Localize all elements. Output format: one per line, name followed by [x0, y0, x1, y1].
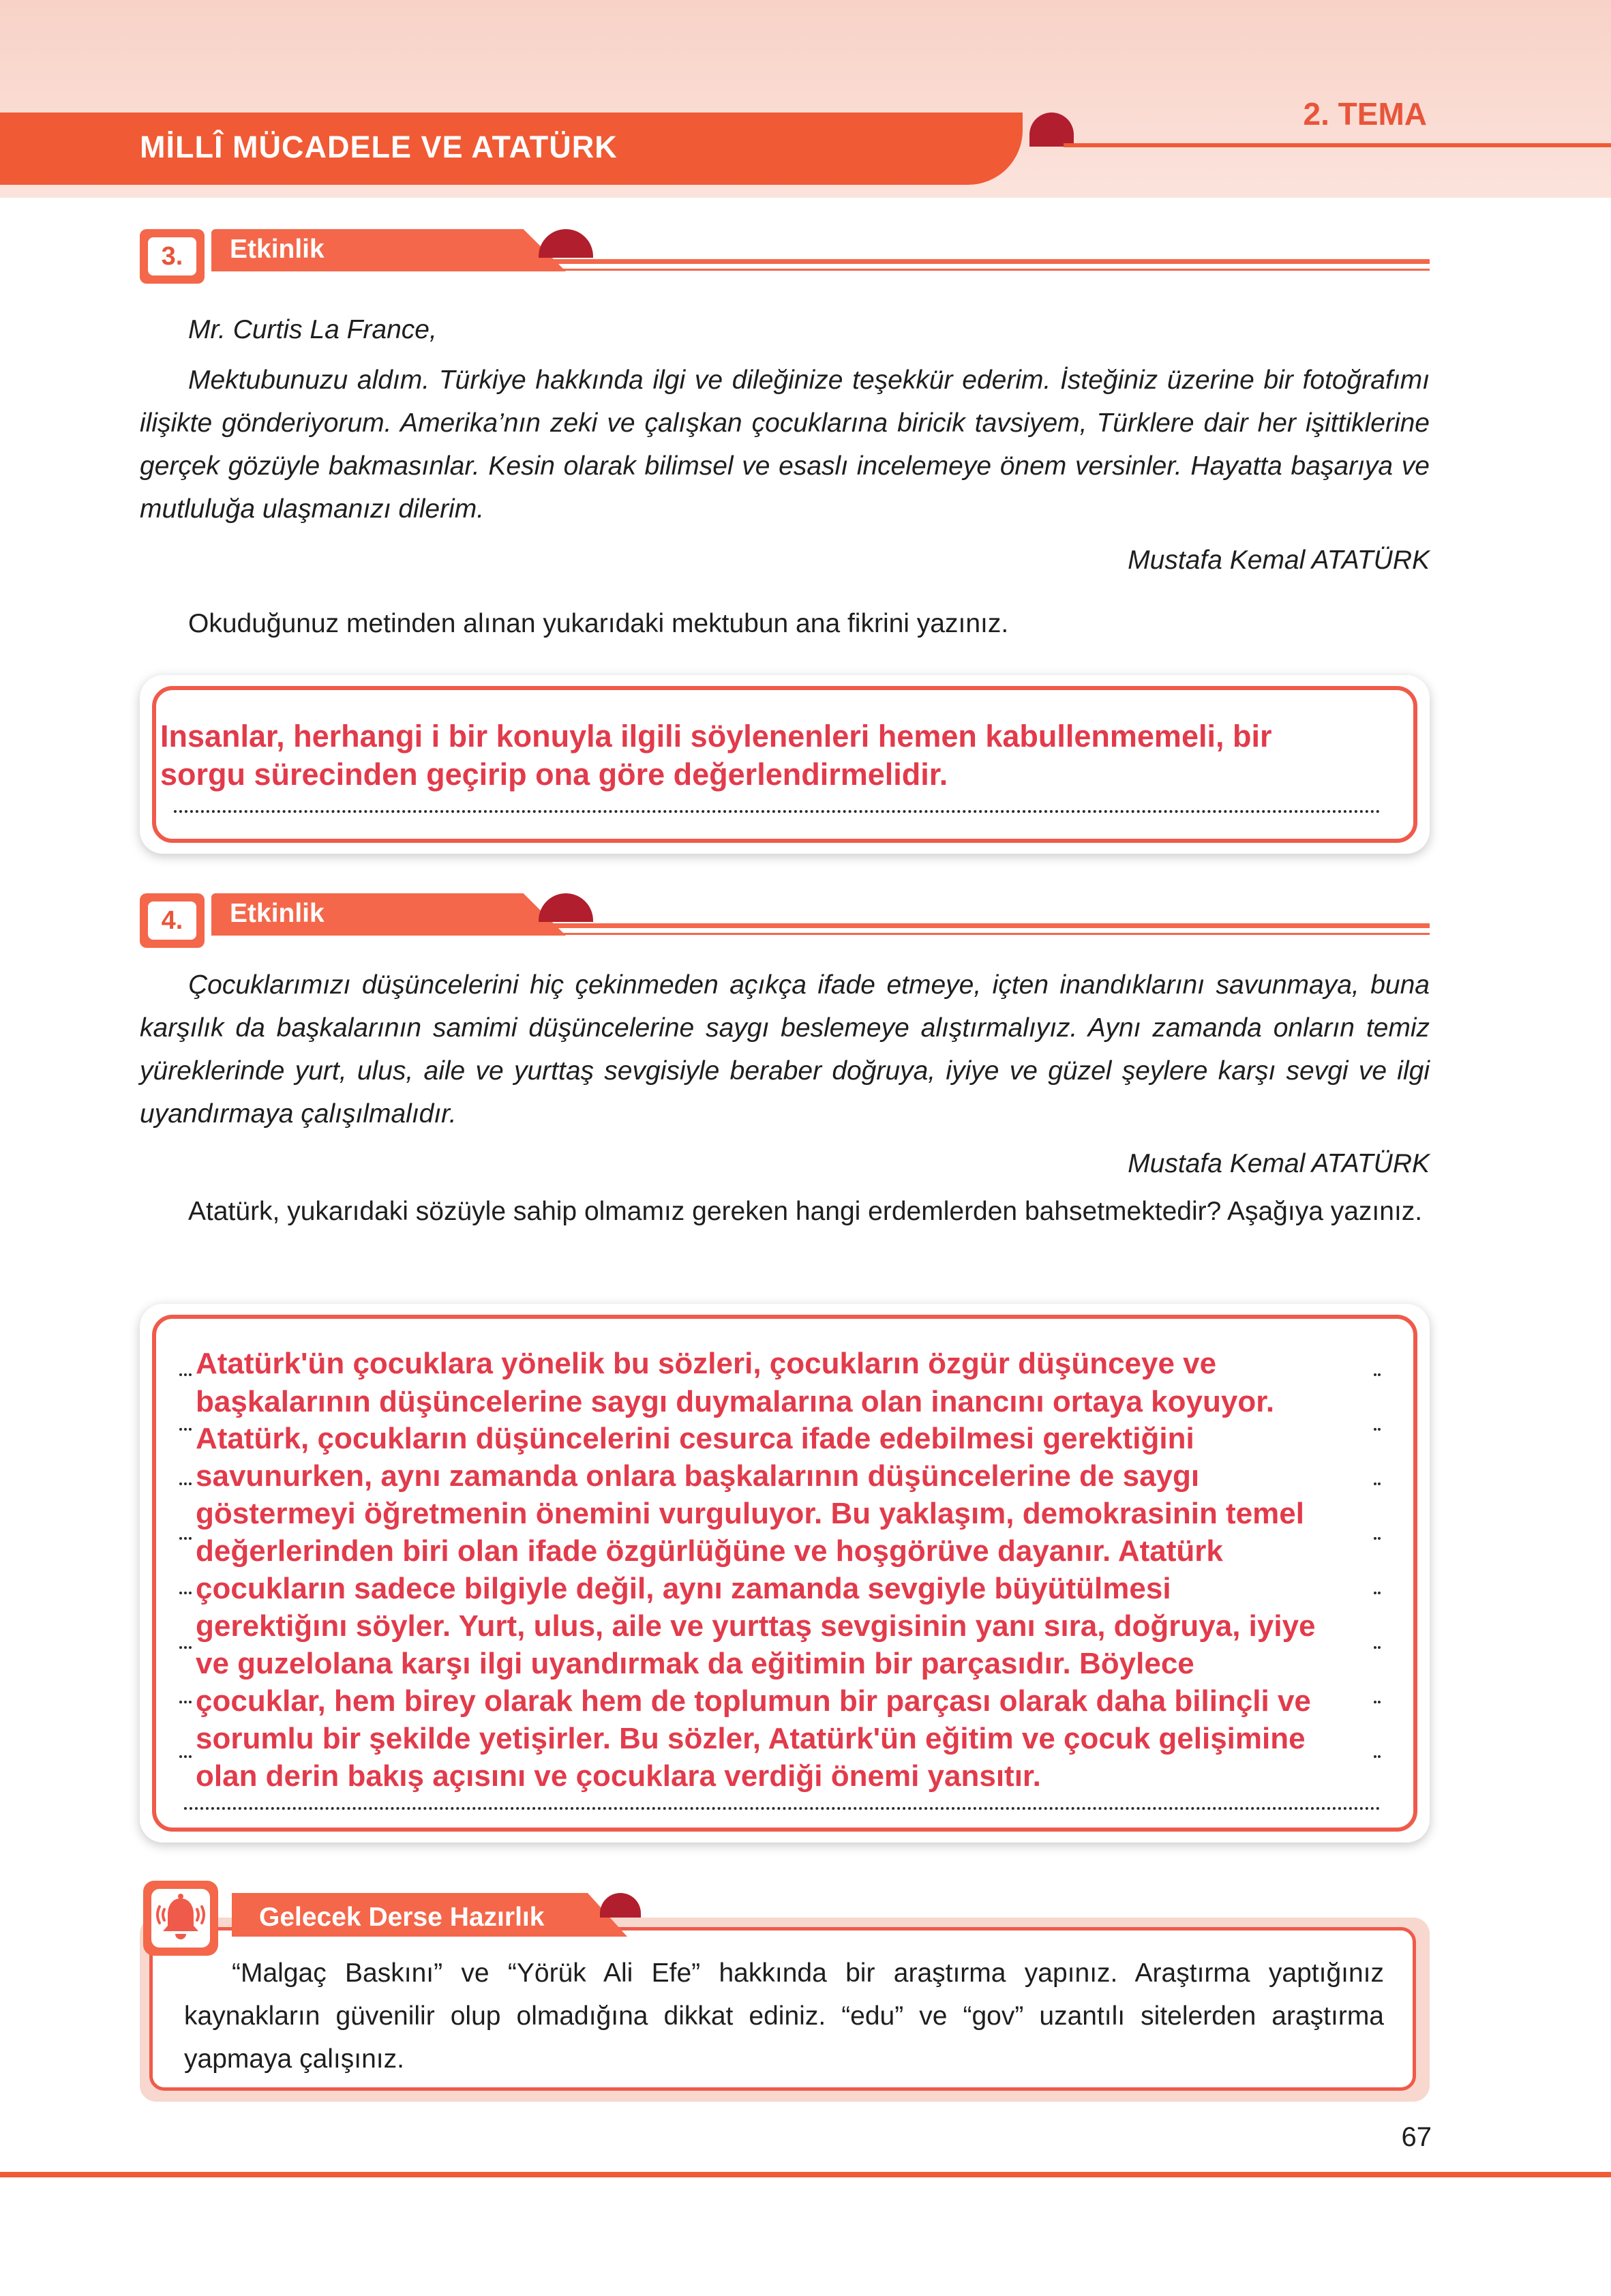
activity3-answer-line-1: Insanlar, herhangi i bir konuyla ilgili söylenenleri hemen kabullenmemeli, bir	[160, 719, 1272, 754]
activity4-answer-line-3: Atatürk, çocukların düşüncelerini cesurca ifade edebilmesi gerektiğini	[196, 1422, 1194, 1455]
activity3-answer-box	[140, 675, 1430, 854]
activity4-answer-line-12: olan derin bakış açısını ve çocuklara verdiği önemi yansıtır.	[196, 1759, 1041, 1793]
activity4-header	[140, 893, 1430, 948]
next-lesson-box	[140, 1918, 1430, 2102]
activity3-answer-line-2: sorgu sürecinden geçirip ona göre değerlendirmelidir.	[160, 757, 948, 792]
dotline-end-right	[1374, 1592, 1381, 1594]
activity4-answer-line-4: savunurken, aynı zamanda onlara başkalarının düşüncelerine de saygı	[196, 1459, 1200, 1493]
activity4-answer-line-7: çocukların sadece bilgiyle değil, aynı zamanda sevgiyle büyütülmesi	[196, 1572, 1171, 1605]
dotline-end-right	[1374, 1373, 1381, 1376]
activity3-number-box	[140, 229, 205, 284]
letter-author: Mustafa Kemal ATATÜRK	[1128, 546, 1430, 575]
dotline-end-right	[1374, 1482, 1381, 1485]
activity4-answer-line-11: sorumlu bir şekilde yetişirler. Bu sözler, Atatürk'ün eğitim ve çocuk gelişimine	[196, 1722, 1306, 1755]
activity3-answer-dotline	[174, 810, 1381, 813]
quote-body: Çocuklarımızı düşüncelerini hiç çekinmeden açıkça ifade etmeye, içten inandıklarını savunmaya, buna karşılık da başkalarının samimi düşüncelerine saygı beslemeye alıştırmalıyız. Aynı zamanda onların temiz yüreklerinde yurt, ulus, aile ve yurttaş sevgisiyle beraber doğruya, iyiye ve güzel şeylere karşı sevgi ve ilgi uyandırmaya çalışılmalıdır.	[140, 970, 1430, 1129]
activity4-answer-line-5: göstermeyi öğretmenin önemini vurguluyor. Bu yaklaşım, demokrasinin temel	[196, 1497, 1305, 1530]
header-accent-bar	[1064, 143, 1611, 147]
activity4-answer-line-10: çocuklar, hem birey olarak hem de toplumun bir parçası olarak daha bilinçli ve	[196, 1684, 1311, 1718]
dotline-end-left	[179, 1755, 192, 1758]
next-lesson-label: Gelecek Derse Hazırlık	[259, 1903, 545, 1932]
dotline-end-right	[1374, 1701, 1381, 1703]
dotline-end-left	[179, 1537, 192, 1540]
next-lesson-tab-fold	[600, 1893, 641, 1918]
activity4-number-box	[140, 893, 205, 948]
unit-title: MİLLÎ MÜCADELE VE ATATÜRK	[140, 130, 618, 164]
dotline-end-left	[179, 1592, 192, 1594]
letter-body: Mektubunuzu aldım. Türkiye hakkında ilgi ve dileğinize teşekkür ederim. İsteğiniz üzerine bir fotoğrafımı ilişikte gönderiyorum. Amerika’nın zeki ve çalışkan çocuklarına biricik tavsiyem, Türklere dair her işittiklerine gerçek gözüyle bakmasınlar. Kesin olarak bilimsel ve esaslı incelemeye önem versinler. Hayatta başarıya ve mutluluğa ulaşmanızı dilerim.	[140, 366, 1430, 524]
activity4-rule	[549, 923, 1430, 928]
activity3-rule-thin	[562, 269, 1430, 271]
activity4-tab-fold	[539, 893, 593, 922]
dotline-end-right	[1374, 1537, 1381, 1540]
activity4-answer-line-1: Atatürk'ün çocuklara yönelik bu sözleri, çocukların özgür düşünceye ve	[196, 1347, 1217, 1380]
dotline-end-left	[179, 1701, 192, 1703]
dotline-end-right	[1374, 1428, 1381, 1431]
dotline-end-right	[1374, 1646, 1381, 1649]
dotline-end-left	[179, 1482, 192, 1485]
activity3-tab-fold	[539, 229, 593, 258]
activity4-label: Etkinlik	[230, 899, 325, 928]
activity4-rule-thin	[562, 933, 1430, 935]
letter-salutation: Mr. Curtis La France,	[188, 315, 437, 344]
bell-icon-frame	[151, 1889, 210, 1948]
activity3-question: Okuduğunuz metinden alınan yukarıdaki mektubun ana fikrini yazınız.	[188, 609, 1009, 638]
page-number: 67	[1401, 2122, 1432, 2152]
bell-box	[143, 1881, 218, 1956]
activity3-rule	[549, 259, 1430, 264]
activity3-label: Etkinlik	[230, 235, 325, 264]
tema-label: 2. TEMA	[1303, 96, 1427, 132]
activity4-answer-dotline-bottom	[184, 1807, 1381, 1810]
quote-author: Mustafa Kemal ATATÜRK	[1128, 1149, 1430, 1178]
dotline-end-left	[179, 1646, 192, 1649]
dotline-end-right	[1374, 1755, 1381, 1758]
activity4-answer-line-8: gerektiğını söyler. Yurt, ulus, aile ve yurttaş sevgisinin yanı sıra, doğruya, iyiye	[196, 1609, 1316, 1643]
footer-line	[0, 2172, 1611, 2177]
activity3-header	[140, 229, 1430, 284]
activity4-answer-line-2: başkalarının düşüncelerine saygı duymalarına olan inancını ortaya koyuyor.	[196, 1385, 1275, 1418]
dotline-end-left	[179, 1373, 192, 1376]
activity4-answer-line-9: ve guzelolana karşı ilgi uyandırmak da eğitimin bir parçasıdır. Böylece	[196, 1647, 1194, 1680]
activity4-answer-box	[140, 1304, 1430, 1843]
activity4-question: Atatürk, yukarıdaki sözüyle sahip olmamız gereken hangi erdemlerden bahsetmektedir? Aşağıya yazınız.	[188, 1197, 1423, 1226]
bell-ringing-icon	[151, 1889, 210, 1948]
activity4-answer-line-6: değerlerinden biri olan ifade özgürlüğüne ve hoşgörüve dayanır. Atatürk	[196, 1534, 1223, 1568]
dotline-end-left	[179, 1428, 192, 1431]
next-lesson-text: “Malgaç Baskını” ve “Yörük Ali Efe” hakkında bir araştırma yapınız. Araştırma yaptığınız kaynakların güvenilir olup olmadığına dikkat ediniz. “edu” ve “gov” uzantılı sitelerden araştırma yapmaya çalışınız.	[184, 1958, 1384, 2074]
activity3-number: 3.	[148, 237, 196, 275]
activity4-number: 4.	[148, 901, 196, 940]
